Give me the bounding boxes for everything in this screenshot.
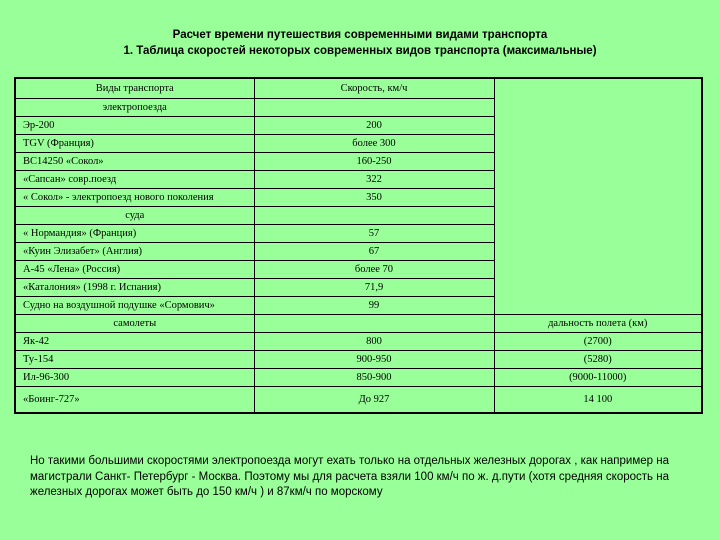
- flight-range-cell: (9000-11000): [494, 368, 702, 386]
- transport-name-cell: « Нормандия» (Франция): [15, 224, 254, 242]
- section-label-cell: электропоезда: [15, 98, 254, 116]
- flight-range-cell: (2700): [494, 332, 702, 350]
- speed-value-cell: более 70: [254, 260, 494, 278]
- transport-name-cell: Ил-96-300: [15, 368, 254, 386]
- speed-value-cell: [254, 206, 494, 224]
- transport-name-cell: А-45 «Лена» (Россия): [15, 260, 254, 278]
- transport-name-cell: « Сокол» - электропоезд нового поколения: [15, 188, 254, 206]
- speed-value-cell: [254, 98, 494, 116]
- slide-title-line2: 1. Таблица скоростей некоторых современных видов транспорта (максимальные): [123, 45, 597, 57]
- transport-name-cell: Ту-154: [15, 350, 254, 368]
- table-header-row: [15, 78, 702, 98]
- speed-value-cell: 900-950: [254, 350, 494, 368]
- transport-name-cell: «Боинг-727»: [15, 386, 254, 413]
- flight-range-cell: (5280): [494, 350, 702, 368]
- speed-value-cell: более 300: [254, 134, 494, 152]
- speed-value-cell: 99: [254, 296, 494, 314]
- speed-value-cell: 850-900: [254, 368, 494, 386]
- col-header-speed: Скорость, км/ч: [254, 78, 494, 98]
- slide-title-line1: Расчет времени путешествия современными видами транспорта: [172, 29, 548, 41]
- speed-value-cell: [254, 314, 494, 332]
- speed-value-cell: 200: [254, 116, 494, 134]
- transport-name-cell: Эр-200: [15, 116, 254, 134]
- transport-name-cell: «Куин Элизабет» (Англия): [15, 242, 254, 260]
- section-label-cell: суда: [15, 206, 254, 224]
- transport-name-cell: ВС14250 «Сокол»: [15, 152, 254, 170]
- footer-note: Но такими большими скоростями электропоезда могут ехать только на отдельных железных дорогах , как например на магистрали Санкт- Петербург - Москва. Поэтому мы для расчета взяли 100 км/ч по ж. д.пути (хотя средняя скорость на железных дорогах может быть до 150 км/ч ) и 87км/ч по морскому: [30, 455, 669, 498]
- speed-value-cell: До 927: [254, 386, 494, 413]
- table-row: [15, 386, 702, 413]
- transport-name-cell: Судно на воздушной подушке «Сормович»: [15, 296, 254, 314]
- transport-name-cell: «Каталония» (1998 г. Испания): [15, 278, 254, 296]
- table-row: [15, 368, 702, 386]
- transport-name-cell: Як-42: [15, 332, 254, 350]
- flight-range-cell: 14 100: [494, 386, 702, 413]
- transport-speed-table-body: [15, 78, 702, 413]
- flight-range-cell: дальность полета (км): [494, 314, 702, 332]
- col-header-transport-types: Виды транспорта: [15, 78, 254, 98]
- slide-title: [0, 27, 720, 59]
- transport-speed-table: [14, 77, 703, 414]
- speed-value-cell: 800: [254, 332, 494, 350]
- section-label-cell: самолеты: [15, 314, 254, 332]
- speed-value-cell: 350: [254, 188, 494, 206]
- speed-value-cell: 67: [254, 242, 494, 260]
- transport-name-cell: TGV (Франция): [15, 134, 254, 152]
- speed-value-cell: 160-250: [254, 152, 494, 170]
- speed-value-cell: 57: [254, 224, 494, 242]
- speed-value-cell: 71,9: [254, 278, 494, 296]
- section-row: [15, 314, 702, 332]
- table-row: [15, 350, 702, 368]
- table-row: [15, 332, 702, 350]
- speed-value-cell: 322: [254, 170, 494, 188]
- transport-name-cell: «Сапсан» совр.поезд: [15, 170, 254, 188]
- flight-range-merged-empty-cell: [494, 78, 702, 314]
